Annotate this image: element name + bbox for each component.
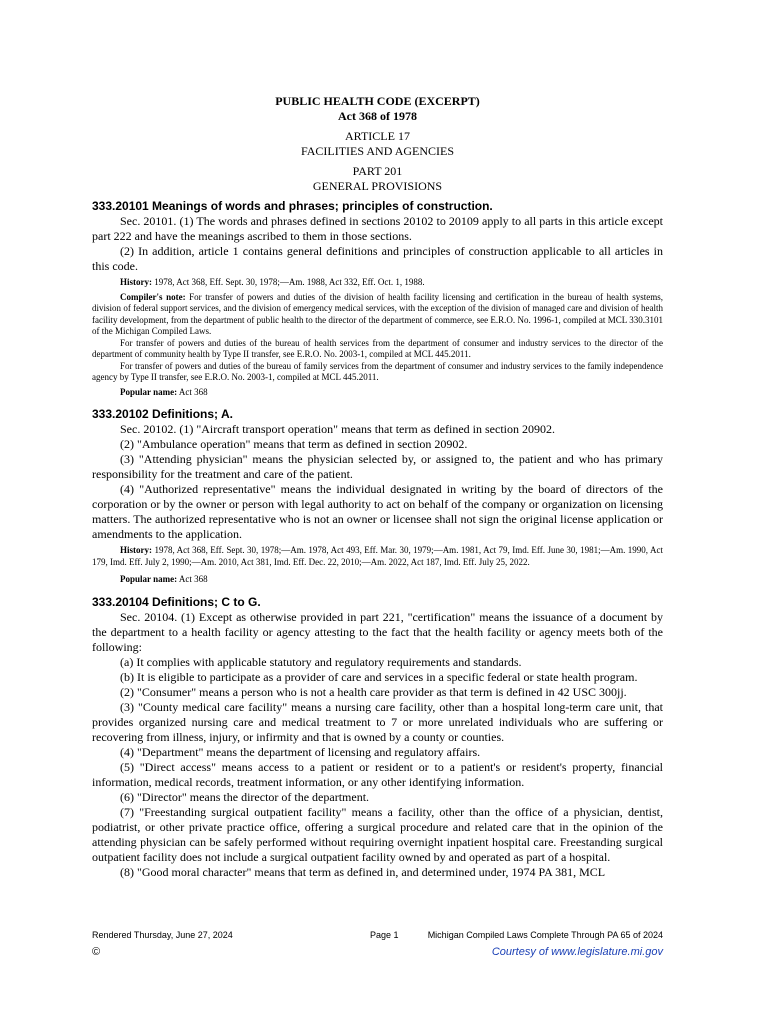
section-paragraph: (6) "Director" means the director of the department.	[120, 789, 370, 804]
rendered-date: Rendered Thursday, June 27, 2024	[92, 930, 233, 940]
history-note	[92, 277, 663, 289]
section-paragraph: (b) It is eligible to participate as a provider of care and services in a specific federal or state health program.	[120, 669, 638, 684]
compiler-note-continued: For transfer of powers and duties of the bureau of health services from the department of consumer and industry services to the director of the department of community health by Type II transfer, see E.R.O. No. 2003-1, compiled at MCL 445.2011.	[92, 337, 663, 359]
compiler-note	[92, 292, 663, 338]
section-paragraph: (4) "Department" means the department of licensing and regulatory affairs.	[120, 744, 481, 759]
compiler-label: Compiler's note:	[120, 291, 186, 302]
popular-name-note	[92, 574, 663, 586]
compiled-through: Michigan Compiled Laws Complete Through PA 65 of 2024	[427, 930, 663, 940]
document-content	[92, 94, 663, 880]
section-paragraph: (3) "County medical care facility" means a nursing care facility, other than a hospital long-term care unit, that provides organized nursing care and medical treatment to 7 or more unrelated individuals who are suffering or recovering from illness, injury, or infirmity and that is owned by a county or counties.	[92, 699, 663, 744]
history-text: 1978, Act 368, Eff. Sept. 30, 1978;—Am. 1988, Act 332, Eff. Oct. 1, 1988.	[154, 277, 425, 287]
popular-name-text: Act 368	[178, 574, 208, 584]
code-title: PUBLIC HEALTH CODE (EXCERPT)	[275, 94, 480, 108]
article-number: ARTICLE 17	[345, 129, 410, 143]
section-paragraph: (2) "Consumer" means a person who is not a health care provider as that term is defined in 42 USC 300jj.	[120, 684, 627, 699]
section-paragraph: (4) "Authorized representative" means the individual designated in writing by the board of directors of the corporation or by the owner or person with legal authority to act on behalf of the company or organization on licensing matters. The authorized representative who is not an owner or licensee shall not sign the original license application or amendments to the application.	[92, 482, 663, 541]
popular-name-label: Popular name:	[120, 574, 178, 584]
section-title-20101: 333.20101 Meanings of words and phrases; principles of construction.	[92, 199, 493, 213]
popular-name-text: Act 368	[178, 386, 208, 397]
courtesy-link[interactable]: Courtesy of www.legislature.mi.gov	[491, 946, 663, 958]
popular-name-label: Popular name:	[120, 386, 178, 397]
copyright-symbol: ©	[92, 946, 101, 958]
part-name: GENERAL PROVISIONS	[312, 179, 443, 193]
popular-name-note	[92, 387, 663, 399]
history-text: 1978, Act 368, Eff. Sept. 30, 1978;—Am. 1978, Act 493, Eff. Mar. 30, 1979;—Am. 1981, Act 79, Imd. Eff. June 30, 1981;—Am. 1990, Act 179, Imd. Eff. July 2, 1990;—Am. 2010, Act 381, Imd. Eff. Dec. 22, 2010;—Am. 2022, Act 187, Imd. Eff. July 25, 2022.	[92, 545, 663, 567]
history-label: History:	[120, 277, 152, 287]
section-paragraph: (a) It complies with applicable statutory and regulatory requirements and standards.	[120, 654, 522, 669]
section-paragraph: Sec. 20104. (1) Except as otherwise provided in part 221, "certification" means the issuance of a document by the department to a health facility or agency attesting to the fact that the health facility or agency meets both of the following:	[92, 609, 663, 654]
part-number: PART 201	[352, 164, 403, 178]
section-paragraph: (8) "Good moral character" means that term as defined in, and determined under, 1974 PA 381, MCL	[120, 864, 606, 879]
act-number: Act 368 of 1978	[338, 109, 417, 123]
history-label: History:	[120, 545, 152, 555]
section-paragraph: (2) In addition, article 1 contains general definitions and principles of construction applicable to all articles in this code.	[92, 244, 663, 273]
section-paragraph: (3) "Attending physician" means the physician selected by, or assigned to, the patient and who has primary responsibility for the treatment and care of the patient.	[92, 452, 663, 481]
section-paragraph: Sec. 20101. (1) The words and phrases defined in sections 20102 to 20109 apply to all parts in this article except part 222 and have the meanings ascribed to them in those sections.	[92, 214, 663, 243]
compiler-text: For transfer of powers and duties of the division of health facility licensing and certification in the bureau of health systems, division of federal support services, and the division of emergency medical services, with the exception of the division of managed care and division of health facility development, from the department of public health to the director of the department of commerce, see E.R.O. No. 1996-1, compiled at MCL 330.3101 of the Michigan Compiled Laws.	[92, 291, 663, 336]
section-paragraph: (2) "Ambulance operation" means that term as defined in section 20902.	[120, 437, 468, 451]
section-title-20104: 333.20104 Definitions; C to G.	[92, 594, 261, 609]
article-name: FACILITIES AND AGENCIES	[300, 144, 455, 158]
section-paragraph: Sec. 20102. (1) "Aircraft transport operation" means that term as defined in section 20902.	[120, 422, 556, 436]
page-number: Page 1	[370, 930, 399, 940]
history-note	[92, 545, 663, 568]
compiler-note-continued: For transfer of powers and duties of the bureau of family services from the department of consumer and industry services to the family independence agency by Type II transfer, see E.R.O. No. 2003-1, compiled at MCL 445.2011.	[92, 360, 663, 382]
section-paragraph: (5) "Direct access" means access to a patient or resident or to a patient's or resident's property, financial information, medical records, treatment information, or any other identifying information.	[92, 759, 663, 789]
section-paragraph: (7) "Freestanding surgical outpatient facility" means a facility, other than the office of a physician, dentist, podiatrist, or other private practice office, offering a surgical procedure and related care that in the opinion of the attending physician can be safely performed without requiring overnight inpatient hospital care. Freestanding surgical outpatient facility does not include a surgical outpatient facility owned by and operated as part of a hospital.	[92, 804, 663, 864]
section-title-20102: 333.20102 Definitions; A.	[92, 407, 233, 421]
